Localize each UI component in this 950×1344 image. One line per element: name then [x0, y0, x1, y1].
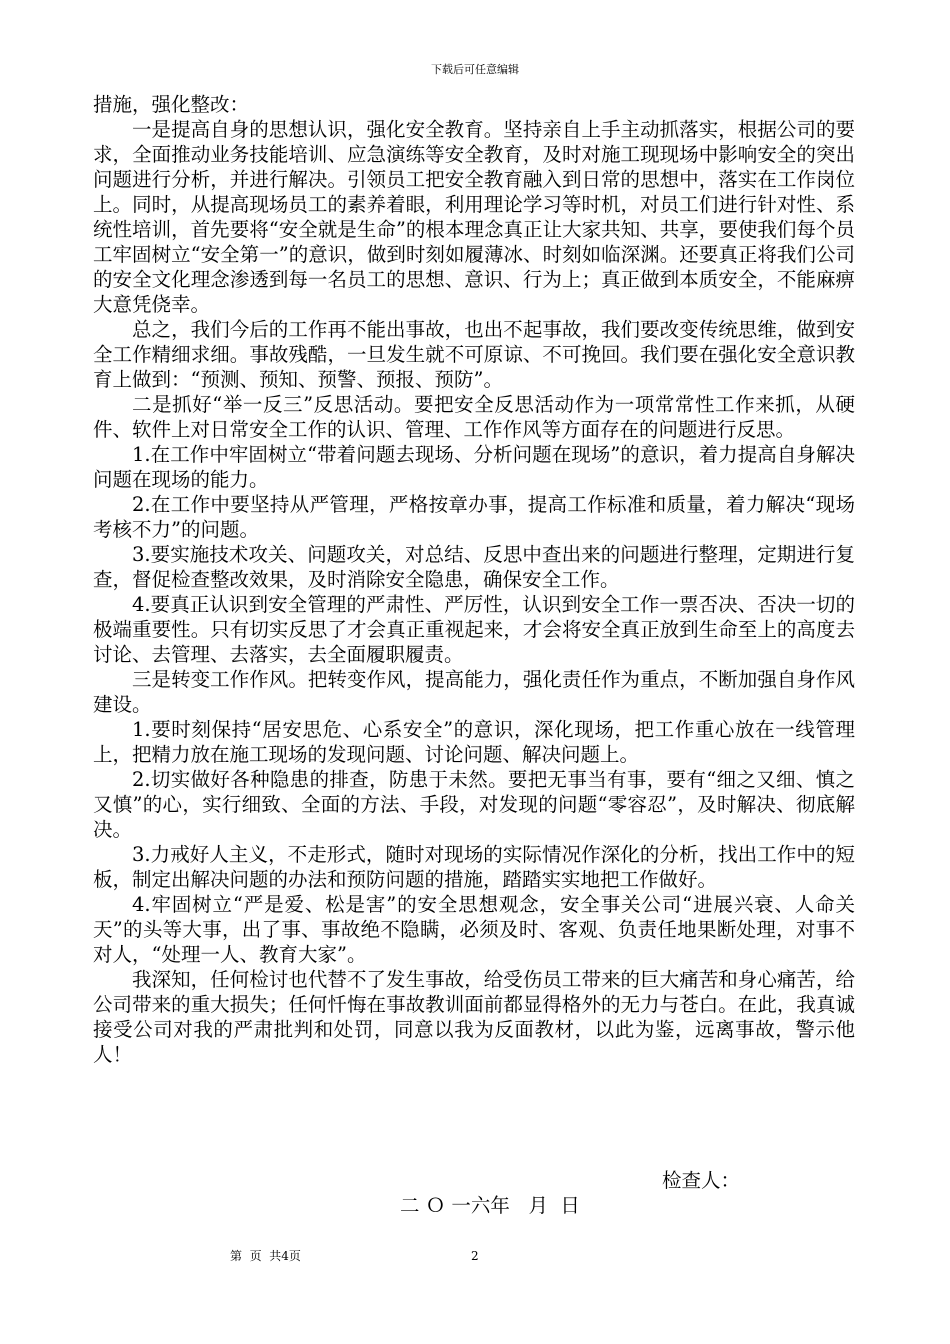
- paragraph: 一是提高自身的思想认识，强化安全教育。坚持亲自上手主动抓落实，根据公司的要求，全面推动业务技能培训、应急演练等安全教育，及时对施工现现场中影响安全的突出问题进行分析，并进行解决。引领员工把安全教育融入到日常的思想中，落实在工作岗位上。同时，从提高现场员工的素养着眼，利用理论学习等时机，对员工们进行针对性、系统性培训，首先要将“安全就是生命”的根本理念真正让大家共知、共享，要使我们每个员工牢固树立“安全第一”的意识，做到时刻如履薄冰、时刻如临深渊。还要真正将我们公司的安全文化理念渗透到每一名员工的思想、意识、行为上；真正做到本质安全，不能麻痹大意凭侥幸。: [93, 118, 855, 316]
- paragraph: 4.牢固树立“严是爱、松是害”的安全思想观念，安全事关公司“进展兴衰、人命关天”的头等大事，出了事、事故绝不隐瞒，必须及时、客观、负责任地果断处理，对事不对人，“处理一人、教育大家”。: [93, 893, 855, 966]
- paragraph: 2.在工作中要坚持从严管理，严格按章办事，提高工作标准和质量，着力解决“现场考核不力”的问题。: [93, 493, 855, 541]
- paragraph: 二是抓好“举一反三”反思活动。要把安全反思活动作为一项常常性工作来抓，从硬件、软件上对日常安全工作的认识、管理、工作作风等方面存在的问题进行反思。: [93, 393, 855, 441]
- document-body: [93, 92, 855, 1067]
- paragraph: 3.力戒好人主义，不走形式，随时对现场的实际情况作深化的分析，找出工作中的短板，制定出解决问题的办法和预防问题的措施，踏踏实实地把工作做好。: [93, 843, 855, 891]
- paragraph: 措施，强化整改：: [93, 93, 250, 116]
- date-line: 二 Ｏ 一六年 月 日: [400, 1194, 580, 1217]
- paragraph: 三是转变工作作风。把转变作风，提高能力，强化责任作为重点，不断加强自身作风建设。: [93, 668, 855, 716]
- footer-page-count: 第 页 共4页: [230, 1249, 301, 1263]
- paragraph: 1.要时刻保持“居安思危、心系安全”的意识，深化现场，把工作重心放在一线管理上，把精力放在施工现场的发现问题、讨论问题、解决问题上。: [93, 718, 855, 766]
- signature-label: 检查人：: [662, 1169, 741, 1192]
- paragraph: 4.要真正认识到安全管理的严肃性、严厉性，认识到安全工作一票否决、否决一切的极端重要性。只有切实反思了才会真正重视起来，才会将安全真正放到生命至上的高度去讨论、去管理、去落实，去全面履职履责。: [93, 593, 855, 666]
- footer-page-number: 2: [471, 1249, 479, 1263]
- paragraph: 1.在工作中牢固树立“带着问题去现场、分析问题在现场”的意识，着力提高自身解决问题在现场的能力。: [93, 443, 855, 491]
- page-header-note: 下载后可任意编辑: [431, 63, 519, 76]
- paragraph: 2.切实做好各种隐患的排查，防患于未然。要把无事当有事，要有“细之又细、慎之又慎”的心，实行细致、全面的方法、手段，对发现的问题“零容忍”，及时解决、彻底解决。: [93, 768, 855, 841]
- paragraph: 3.要实施技术攻关、问题攻关，对总结、反思中查出来的问题进行整理，定期进行复查，督促检查整改效果，及时消除安全隐患，确保安全工作。: [93, 543, 855, 591]
- paragraph: 我深知，任何检讨也代替不了发生事故，给受伤员工带来的巨大痛苦和身心痛苦，给公司带来的重大损失；任何忏悔在事故教训面前都显得格外的无力与苍白。在此，我真诚接受公司对我的严肃批判和处罚，同意以我为反面教材，以此为鉴，远离事故，警示他人！: [93, 968, 855, 1066]
- paragraph: 总之，我们今后的工作再不能出事故，也出不起事故，我们要改变传统思维，做到安全工作精细求细。事故残酷，一旦发生就不可原谅、不可挽回。我们要在强化安全意识教育上做到：“预测、预知、预警、预报、预防”。: [93, 318, 855, 391]
